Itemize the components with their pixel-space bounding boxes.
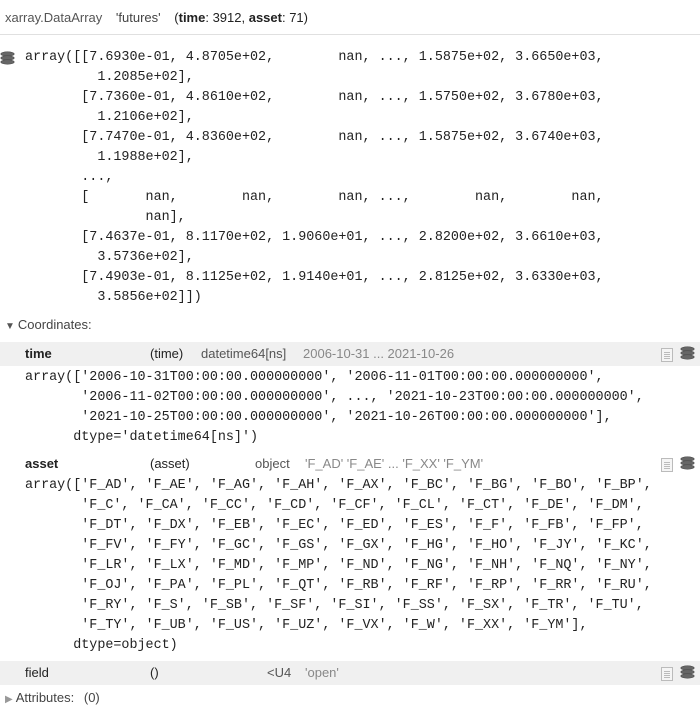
coord-dtype: datetime64[ns] [201, 346, 287, 361]
attributes-section-toggle[interactable] [5, 690, 100, 705]
coord-dims: (time) [150, 346, 184, 361]
triangle-right-icon: ▶ [5, 694, 13, 705]
coord-preview: 'open' [305, 665, 339, 680]
triangle-down-icon: ▼ [5, 321, 15, 332]
dim-time: time [178, 10, 206, 25]
attributes-icon[interactable] [661, 667, 673, 681]
coord-preview: 'F_AD' 'F_AE' ... 'F_XX' 'F_YM' [305, 456, 484, 471]
coordinates-section-toggle[interactable] [5, 317, 92, 332]
header-text [5, 10, 308, 25]
coord-name: asset [25, 456, 59, 471]
data-toggle-icon[interactable] [681, 666, 694, 679]
attributes-icon[interactable] [661, 348, 673, 362]
data-toggle-icon[interactable] [1, 52, 14, 65]
coord-preview: 2006-10-31 ... 2021-10-26 [303, 346, 455, 361]
data-preview: array([[7.6930e-01, 4.8705e+02, nan, ..., 1.5875e+02, 3.6650e+03, 1.2085e+02], [7.7360e-01, 4.8610e+02, nan, ..., 1.5750e+02, 3.6780e+03, 1.2106e+02], [7.7470e-01, 4.8360e+02, nan, ..., 1.5875e+02, 3.6740e+03, 1.1988e+02], ..., [ nan, nan, nan, ..., nan, nan, nan], [7.4637e-01, 8.1170e+02, 1.9060e+01, ..., 2.8200e+02, 3.6610e+03, 3.5736e+02], [7.4903e-01, 8.1125e+02, 1.9140e+01, ..., 2.8125e+02, 3.6330e+03, 3.5856e+02]]) [25, 50, 604, 305]
data-toggle-icon[interactable] [681, 457, 694, 470]
coord-row-time [0, 342, 700, 366]
coord-row-field [0, 661, 700, 685]
coord-values-time: array(['2006-10-31T00:00:00.000000000', '2006-11-01T00:00:00.000000000', '2006-11-02T00:00:00.000000000', ..., '2021-10-23T00:00:00.000000000', '2021-10-25T00:00:00.000000000', '2021-10-26T00:00:00.000000000'], dtype='datetime64[ns]') [25, 370, 644, 445]
coord-name: field [25, 665, 49, 680]
attributes-label: Attributes: [15, 690, 75, 705]
coord-dtype: object [255, 456, 290, 471]
dims-summary: (time: 3912, asset: 71) [174, 10, 308, 25]
dataarray-header [0, 0, 700, 35]
dim-asset: asset [248, 10, 282, 25]
coord-dims: (asset) [150, 456, 190, 471]
array-name: 'futures' [115, 10, 161, 25]
data-toggle-icon[interactable] [681, 347, 694, 360]
coord-row-asset [0, 452, 700, 476]
attributes-icon[interactable] [661, 458, 673, 472]
coord-dtype: <U4 [267, 665, 292, 680]
object-type: xarray.DataArray [5, 10, 103, 25]
attributes-count: (0) [83, 690, 100, 705]
coord-name: time [25, 346, 52, 361]
coord-dims: () [150, 665, 159, 680]
coordinates-title: Coordinates: [17, 317, 92, 332]
coord-values-asset: array(['F_AD', 'F_AE', 'F_AG', 'F_AH', 'F_AX', 'F_BC', 'F_BG', 'F_BO', 'F_BP', 'F_C', 'F_CA', 'F_CC', 'F_CD', 'F_CF', 'F_CL', 'F_CT', 'F_DE', 'F_DM', 'F_DT', 'F_DX', 'F_EB', 'F_EC', 'F_ED', 'F_ES', 'F_F', 'F_FB', 'F_FP', 'F_FV', 'F_FY', 'F_GC', 'F_GS', 'F_GX', 'F_HG', 'F_HO', 'F_JY', 'F_KC', 'F_LR', 'F_LX', 'F_MD', 'F_MP', 'F_ND', 'F_NG', 'F_NH', 'F_NQ', 'F_NY', 'F_OJ', 'F_PA', 'F_PL', 'F_QT', 'F_RB', 'F_RF', 'F_RP', 'F_RR', 'F_RU', 'F_RY', 'F_S', 'F_SB', 'F_SF', 'F_SI', 'F_SS', 'F_SX', 'F_TR', 'F_TU', 'F_TY', 'F_UB', 'F_US', 'F_UZ', 'F_VX', 'F_W', 'F_XX', 'F_YM'], dtype=object) [25, 478, 652, 653]
